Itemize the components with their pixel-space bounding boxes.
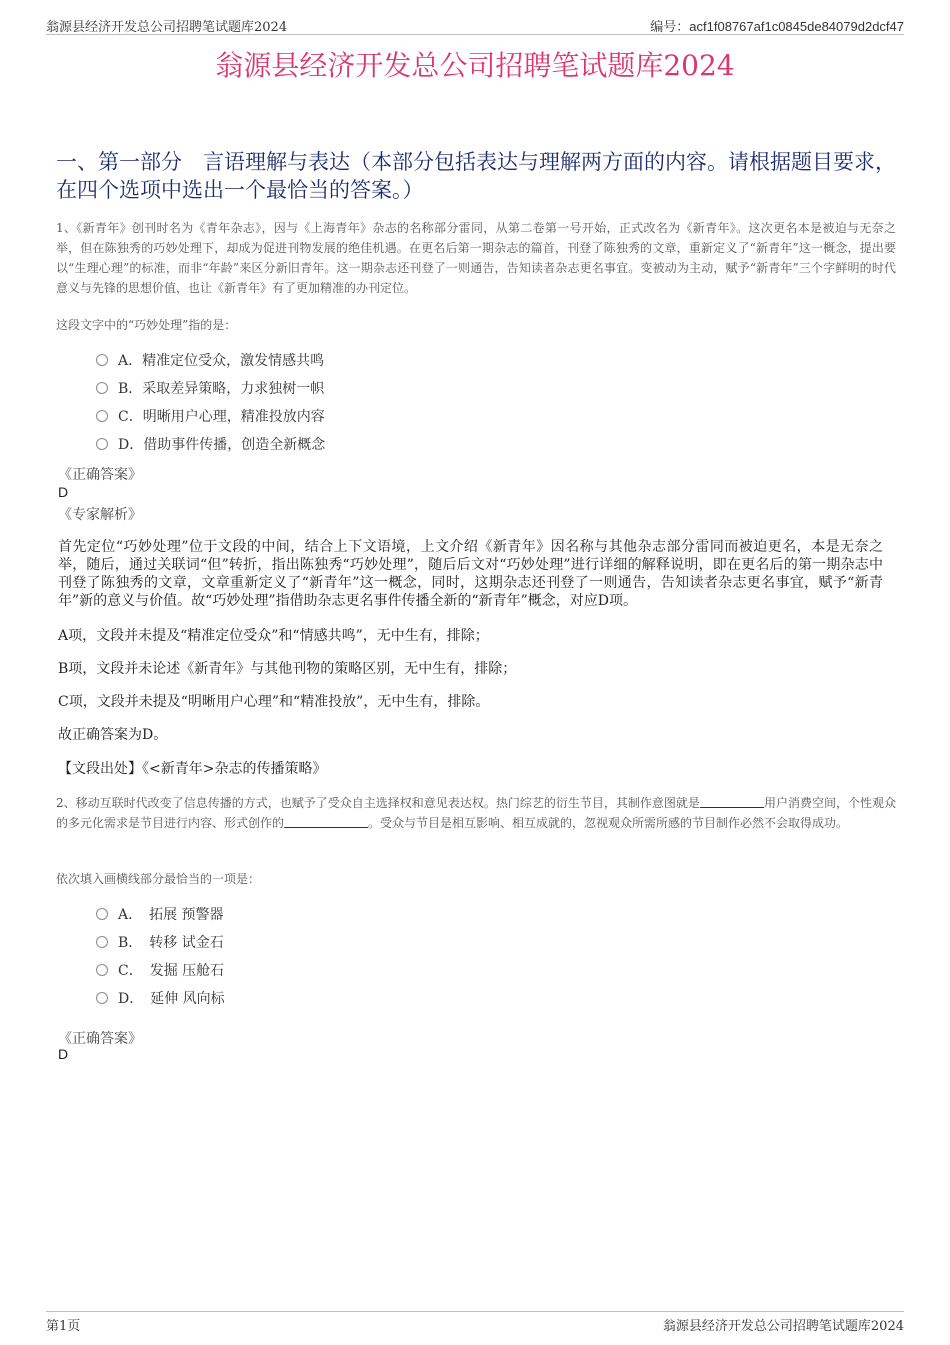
q2-option-a[interactable] [96,904,224,924]
q1-conclusion: 故正确答案为D。 [58,727,168,743]
q1-stem: 这段文字中的“巧妙处理”指的是： [56,318,237,332]
q1-option-a-label: A．精准定位受众，激发情感共鸣 [118,353,325,369]
q2-passage [56,793,896,833]
q2-blank-2 [284,815,368,828]
header-code-label: 编号： [650,19,690,34]
radio-icon[interactable] [96,382,108,394]
q2-option-d-label: D． 延伸 风向标 [118,991,225,1007]
q1-option-c-label: C．明晰用户心理，精准投放内容 [118,409,325,425]
q2-passage-part1: 2、移动互联时代改变了信息传播的方式，也赋予了受众自主选择权和意见表达权。热门综艺的衍生节目，其制作意图就是 [56,796,700,810]
q1-option-b[interactable] [96,378,324,398]
footer-page-number: 第1页 [46,1319,81,1334]
footer-doc-title: 翁源县经济开发总公司招聘笔试题库2024 [662,1319,904,1334]
q1-option-c[interactable] [96,406,325,426]
header-code-value: acf1f08767af1c0845de84079d2dcf47 [689,19,904,34]
q2-option-c-label: C． 发掘 压舱石 [118,963,225,979]
q2-option-d[interactable] [96,988,225,1008]
q1-option-a[interactable] [96,350,324,370]
radio-icon[interactable] [96,992,108,1004]
radio-icon[interactable] [96,354,108,366]
q2-answer: D [58,1046,69,1062]
header-doc-title: 翁源县经济开发总公司招聘笔试题库2024 [46,20,288,35]
radio-icon[interactable] [96,410,108,422]
radio-icon[interactable] [96,908,108,920]
q1-answer: D [58,484,69,500]
q1-analysis-main: 首先定位“巧妙处理”位于文段的中间，结合上下文语境，上文介绍《新青年》因名称与其他杂志部分雷同而被迫更名，本是无奈之举，随后，通过关联词“但”转折，指出陈独秀“巧妙处理”，随后后文对“巧妙处理”进行详细的解释说明，即在更名后的第一期杂志中刊登了陈独秀的文章，文章重新定义了“新青年”这一概念，同时，这期杂志还刊登了一则通告，告知读者杂志更名事宜，赋予“新青年”新的意义与价值。故“巧妙处理”指借助杂志更名事件传播全新的“新青年”概念，对应D项。 [58,539,883,609]
radio-icon[interactable] [96,438,108,450]
q2-option-a-label: A． 拓展 预警器 [118,907,224,923]
q2-option-b[interactable] [96,932,224,952]
q1-option-d-label: D．借助事件传播，创造全新概念 [118,437,326,453]
q1-analysis-b: B项，文段并未论述《新青年》与其他刊物的策略区别，无中生有，排除； [58,661,517,677]
q1-analysis-a: A项，文段并未提及“精准定位受众”和“情感共鸣”，无中生有，排除； [58,628,489,644]
q2-passage-part3: 。受众与节目是相互影响、相互成就的，忽视观众所需所感的节目制作必然不会取得成功。 [368,816,849,830]
q2-passage-part2: 用户消费空间，个性观众的多元化需求是节目进行内容、形式创作的 [56,796,896,830]
q1-option-d[interactable] [96,434,325,454]
q2-answer-label: 《正确答案》 [58,1031,142,1047]
q1-answer-label: 《正确答案》 [58,467,142,483]
page-footer [46,1311,904,1332]
q1-option-b-label: B．采取差异策略，力求独树一帜 [118,381,325,397]
q2-option-b-label: B． 转移 试金石 [118,935,224,951]
q2-stem: 依次填入画横线部分最恰当的一项是： [56,872,261,886]
q1-analysis-c: C项，文段并未提及“明晰用户心理”和“精准投放”，无中生有，排除。 [58,694,490,710]
q2-blank-1 [700,795,764,808]
header-code [650,16,904,35]
radio-icon[interactable] [96,964,108,976]
q1-analysis-label: 《专家解析》 [58,507,142,523]
page-title: 翁源县经济开发总公司招聘笔试题库2024 [215,49,735,82]
q1-source: 【文段出处】《<新青年>杂志的传播策略》 [58,761,327,777]
page-header [46,14,904,35]
section-heading: 一、第一部分 言语理解与表达（本部分包括表达与理解两方面的内容。请根据题目要求，在四个选项中选出一个最恰当的答案。） [56,150,896,202]
radio-icon[interactable] [96,936,108,948]
q2-option-c[interactable] [96,960,224,980]
q1-passage: 1、《新青年》创刊时名为《青年杂志》，因与《上海青年》杂志的名称部分雷同，从第二卷第一号开始，正式改名为《新青年》。这次更名本是被迫与无奈之举，但在陈独秀的巧妙处理下，却成为促进刊物发展的绝佳机遇。在更名后第一期杂志的篇首，刊登了陈独秀的文章，重新定义了“新青年”这一概念，提出要以“生理心理”的标准，而非“年龄”来区分新旧青年。这一期杂志还刊登了一则通告，告知读者杂志更名事宜。变被动为主动，赋予“新青年”三个字鲜明的时代意义与先锋的思想价值，也让《新青年》有了更加精准的办刊定位。 [56,221,896,295]
